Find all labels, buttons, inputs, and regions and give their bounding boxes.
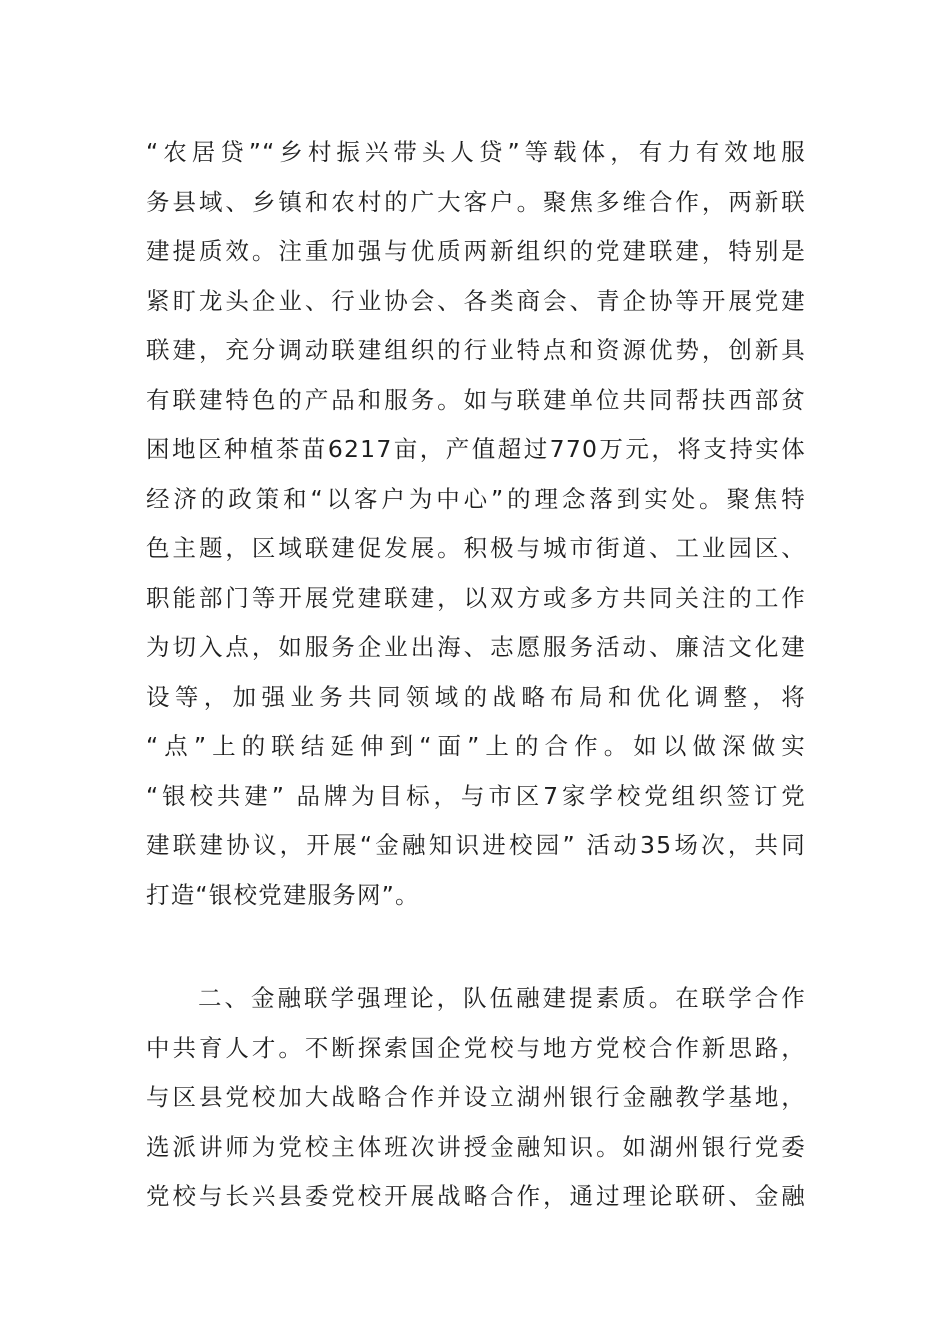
paragraph-line: 与区县党校加大战略合作并设立湖州银行金融教学基地， [146, 1083, 806, 1111]
paragraph-line: 职能部门等开展党建联建，以双方或多方共同关注的工作 [146, 583, 806, 612]
paragraph-line: 党校与长兴县委党校开展战略合作，通过理论联研、金融 [146, 1182, 806, 1210]
paragraph-line: “农居贷”“乡村振兴带头人贷”等载体，有力有效地服 [146, 138, 806, 166]
paragraph-line: 困地区种植茶苗6217亩，产值超过770万元，将支持实体 [146, 435, 806, 463]
paragraph-line: 选派讲师为党校主体班次讲授金融知识。如湖州银行党委 [146, 1132, 806, 1161]
paragraph-line-indented: 二、金融联学强理论，队伍融建提素质。在联学合作 [198, 984, 806, 1012]
paragraph-line: 建联建协议，开展“金融知识进校园” 活动35场次，共同 [146, 831, 806, 859]
paragraph-line: 为切入点，如服务企业出海、志愿服务活动、廉洁文化建 [146, 633, 806, 661]
paragraph-line: 中共育人才。不断探索国企党校与地方党校合作新思路， [146, 1033, 806, 1062]
paragraph-line: 有联建特色的产品和服务。如与联建单位共同帮扶西部贫 [146, 385, 806, 414]
paragraph-line-last: 打造“银校党建服务网”。 [146, 880, 420, 909]
paragraph-2 [146, 974, 806, 1222]
paragraph-line: “银校共建” 品牌为目标，与市区7家学校党组织签订党 [146, 781, 806, 810]
paragraph-line: 紧盯龙头企业、行业协会、各类商会、青企协等开展党建 [146, 286, 806, 315]
paragraph-1 [146, 128, 806, 920]
paragraph-line: 色主题，区域联建促发展。积极与城市街道、工业园区、 [146, 534, 806, 562]
paragraph-line: “点”上的联结延伸到“面”上的合作。如以做深做实 [146, 732, 806, 760]
paragraph-line: 务县域、乡镇和农村的广大客户。聚焦多维合作，两新联 [146, 187, 806, 216]
paragraph-line: 设等，加强业务共同领域的战略布局和优化调整，将 [146, 682, 806, 711]
paragraph-line: 联建，充分调动联建组织的行业特点和资源优势，创新具 [146, 336, 806, 364]
paragraph-line: 建提质效。注重加强与优质两新组织的党建联建，特别是 [146, 237, 806, 265]
paragraph-line: 经济的政策和“以客户为中心”的理念落到实处。聚焦特 [146, 484, 806, 513]
